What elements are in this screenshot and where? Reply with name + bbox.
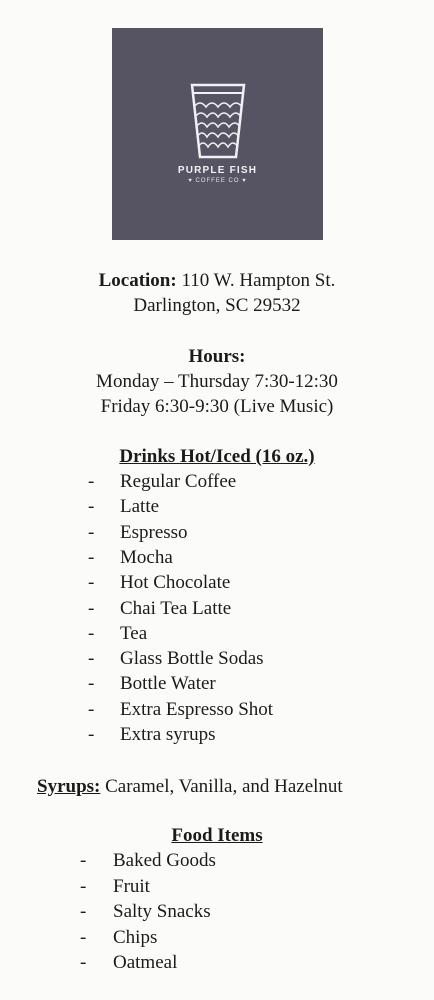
menu-item-name: Bottle Water [120,673,216,695]
menu-item-name: Chips [113,926,158,948]
menu-item-dash: - [88,521,95,543]
menu-item-name: Regular Coffee [120,471,237,492]
menu-item-name: Oatmeal [113,952,178,973]
logo-name: PURPLE FISH [177,165,258,176]
menu-item-name: Tea [120,622,148,644]
location-line-2: Darlington, SC 29532 [133,295,301,316]
menu-item-dash: - [80,850,87,871]
menu-item-dash: - [88,698,95,720]
menu-item-name: Mocha [120,546,173,568]
location-label: Location: [98,270,177,291]
menu-item-dash: - [88,622,95,644]
menu-item-dash: - [80,875,87,897]
menu-item-dash: - [80,952,87,973]
logo-sub: ♥ COFFEE CO ♥ [188,178,247,184]
menu-item-name: Glass Bottle Sodas [120,648,264,670]
hours-line-2: Friday 6:30-9:30 (Live Music) [100,396,334,417]
menu-item-dash: - [88,471,95,492]
menu-item-dash: - [88,496,95,518]
menu-item-dash: - [80,926,87,948]
menu-item-name: Fruit [113,875,150,897]
location-line-1 [0,270,434,292]
menu-item-name: Hot Chocolate [120,572,231,594]
menu-item-dash: - [88,546,95,568]
syrups-text: Caramel, Vanilla, and Hazelnut [105,776,343,797]
hours-line-1: Monday – Thursday 7:30-12:30 [96,371,338,392]
coffee-cup-icon [188,83,248,159]
menu-item-dash: - [80,901,87,922]
menu-item-name: Espresso [120,521,188,543]
syrups-line [37,776,343,798]
menu-item-name: Extra syrups [120,724,216,745]
menu-item-dash: - [88,597,95,619]
menu-item-name: Baked Goods [113,850,216,871]
menu-item-dash: - [88,724,95,745]
food-title: Food Items [171,825,263,846]
drinks-title: Drinks Hot/Iced (16 oz.) [119,446,315,467]
menu-item-name: Latte [120,496,160,518]
menu-item-name: Chai Tea Latte [120,597,232,619]
menu-item-name: Salty Snacks [113,901,211,922]
menu-item-name: Extra Espresso Shot [120,698,274,720]
menu-item-dash: - [88,648,95,670]
hours-title: Hours: [188,346,246,367]
logo-block [112,28,323,240]
menu-item-dash: - [88,572,95,594]
location-address: 110 W. Hampton St. [181,270,336,291]
syrups-label: Syrups: [37,776,101,797]
menu-item-dash: - [88,673,95,695]
